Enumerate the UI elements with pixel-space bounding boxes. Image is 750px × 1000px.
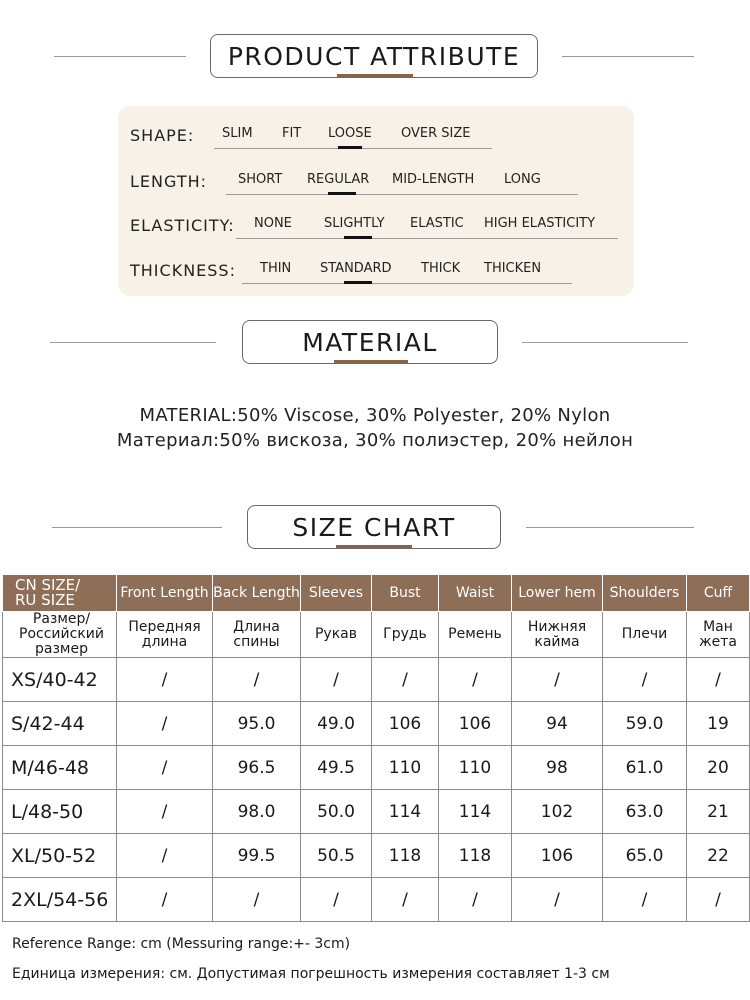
value-cell: / (512, 878, 603, 922)
attr-label: ELASTICITY: (130, 216, 235, 235)
attr-row-thickness (118, 255, 634, 287)
value-cell: / (301, 878, 372, 922)
value-cell: / (372, 878, 439, 922)
value-cell: 118 (372, 834, 439, 878)
attr-option: HIGH ELASTICITY (484, 216, 596, 231)
value-cell: / (603, 878, 687, 922)
attr-option: SHORT (238, 172, 283, 187)
value-cell: / (117, 790, 213, 834)
value-cell: / (301, 658, 372, 702)
header-cell: Lower hem (512, 575, 603, 612)
attribute-panel (118, 106, 634, 296)
value-cell: / (687, 878, 750, 922)
value-cell: 19 (687, 702, 750, 746)
value-cell: 114 (372, 790, 439, 834)
value-cell: / (117, 746, 213, 790)
size-cell: L/48-50 (3, 790, 117, 834)
header-ru-cell: Ремень (439, 612, 512, 658)
attr-rule (242, 283, 572, 284)
value-cell: / (117, 834, 213, 878)
value-cell: / (117, 658, 213, 702)
value-cell: 22 (687, 834, 750, 878)
value-cell: / (213, 878, 301, 922)
attr-label: SHAPE: (130, 126, 195, 145)
size-cell: XS/40-42 (3, 658, 117, 702)
material-text-en: MATERIAL:50% Viscose, 30% Polyester, 20% Nylon (139, 405, 611, 426)
table-row (3, 746, 750, 790)
attr-option: LONG (504, 172, 541, 187)
value-cell: / (117, 702, 213, 746)
header-cell: Cuff (687, 575, 750, 612)
product-attribute-title: PRODUCT ATTRIBUTE (210, 34, 538, 78)
value-cell: 49.5 (301, 746, 372, 790)
value-cell: 61.0 (603, 746, 687, 790)
size-chart-table (2, 574, 750, 922)
value-cell: 118 (439, 834, 512, 878)
attr-option: THICKEN (484, 261, 542, 276)
value-cell: 49.0 (301, 702, 372, 746)
header-cell: CN SIZE/ RU SIZE (3, 575, 117, 612)
attr-selected-marker (328, 192, 356, 195)
value-cell: 110 (439, 746, 512, 790)
header-ru-cell: Длина спины (213, 612, 301, 658)
table-row (3, 702, 750, 746)
attr-selected-marker (344, 281, 372, 284)
header-cell: Front Length (117, 575, 213, 612)
value-cell: 20 (687, 746, 750, 790)
value-cell: 98.0 (213, 790, 301, 834)
header-cell: Sleeves (301, 575, 372, 612)
value-cell: / (213, 658, 301, 702)
attr-option: THICK (421, 261, 461, 276)
table-row (3, 878, 750, 922)
size-cell: XL/50-52 (3, 834, 117, 878)
value-cell: 98 (512, 746, 603, 790)
size-chart-heading (0, 505, 750, 551)
value-cell: 106 (439, 702, 512, 746)
heading-rule-right (562, 56, 694, 57)
heading-accent-bar (334, 360, 408, 363)
table-header-en (3, 575, 750, 612)
attr-option: FIT (282, 126, 302, 141)
value-cell: / (117, 878, 213, 922)
heading-rule-left (50, 342, 216, 343)
value-cell: 59.0 (603, 702, 687, 746)
header-cell: Bust (372, 575, 439, 612)
heading-rule-right (526, 527, 694, 528)
value-cell: 110 (372, 746, 439, 790)
heading-rule-left (52, 527, 222, 528)
value-cell: 102 (512, 790, 603, 834)
header-ru-cell: Грудь (372, 612, 439, 658)
header-ru-cell: Передняя длина (117, 612, 213, 658)
attr-option: NONE (254, 216, 292, 231)
header-cell: Waist (439, 575, 512, 612)
heading-accent-bar (336, 545, 412, 548)
attr-row-shape (118, 120, 634, 152)
attr-row-length (118, 166, 634, 198)
value-cell: 96.5 (213, 746, 301, 790)
attr-selected-marker (338, 146, 362, 149)
attr-row-elasticity (118, 210, 634, 242)
attr-rule (236, 238, 618, 239)
value-cell: / (512, 658, 603, 702)
value-cell: / (439, 658, 512, 702)
attr-label: LENGTH: (130, 172, 208, 191)
table-row (3, 790, 750, 834)
attr-option: LOOSE (328, 126, 372, 141)
value-cell: 95.0 (213, 702, 301, 746)
attr-option: OVER SIZE (401, 126, 471, 141)
header-ru-cell: Нижняя кайма (512, 612, 603, 658)
attr-label: THICKNESS: (130, 261, 236, 280)
value-cell: 106 (372, 702, 439, 746)
value-cell: 65.0 (603, 834, 687, 878)
value-cell: 114 (439, 790, 512, 834)
heading-accent-bar (337, 74, 413, 77)
product-attribute-heading (0, 34, 750, 80)
table-row (3, 834, 750, 878)
value-cell: / (603, 658, 687, 702)
attr-option: SLIGHTLY (324, 216, 385, 231)
value-cell: / (687, 658, 750, 702)
attr-option: STANDARD (320, 261, 392, 276)
value-cell: 63.0 (603, 790, 687, 834)
size-cell: M/46-48 (3, 746, 117, 790)
value-cell: 50.5 (301, 834, 372, 878)
header-ru-cell: Плечи (603, 612, 687, 658)
header-ru-cell: Рукав (301, 612, 372, 658)
attr-option: REGULAR (307, 172, 370, 187)
material-text-ru: Материал:50% вискоза, 30% полиэстер, 20% нейлон (116, 430, 634, 451)
size-chart-title: SIZE CHART (247, 505, 501, 549)
value-cell: / (439, 878, 512, 922)
attr-option: SLIM (222, 126, 253, 141)
attr-option: ELASTIC (410, 216, 464, 231)
heading-rule-right (522, 342, 688, 343)
value-cell: 99.5 (213, 834, 301, 878)
value-cell: / (372, 658, 439, 702)
attr-option: THIN (260, 261, 292, 276)
heading-rule-left (54, 56, 186, 57)
value-cell: 21 (687, 790, 750, 834)
attr-selected-marker (344, 236, 372, 239)
value-cell: 50.0 (301, 790, 372, 834)
table-header-ru (3, 612, 750, 658)
value-cell: 94 (512, 702, 603, 746)
size-cell: 2XL/54-56 (3, 878, 117, 922)
size-cell: S/42-44 (3, 702, 117, 746)
header-cell: Shoulders (603, 575, 687, 612)
header-cell: Back Length (213, 575, 301, 612)
attr-rule (226, 194, 578, 195)
header-ru-cell: Размер/ Российский размер (3, 612, 117, 658)
reference-note-en: Reference Range: cm (Messuring range:+- 3cm) (12, 936, 351, 952)
material-title: MATERIAL (242, 320, 498, 364)
value-cell: 106 (512, 834, 603, 878)
attr-option: MID-LENGTH (392, 172, 475, 187)
table-row (3, 658, 750, 702)
material-heading (0, 320, 750, 366)
reference-note-ru: Единица измерения: см. Допустимая погрешность измерения составляет 1-3 см (12, 966, 610, 982)
header-ru-cell: Ман жета (687, 612, 750, 658)
